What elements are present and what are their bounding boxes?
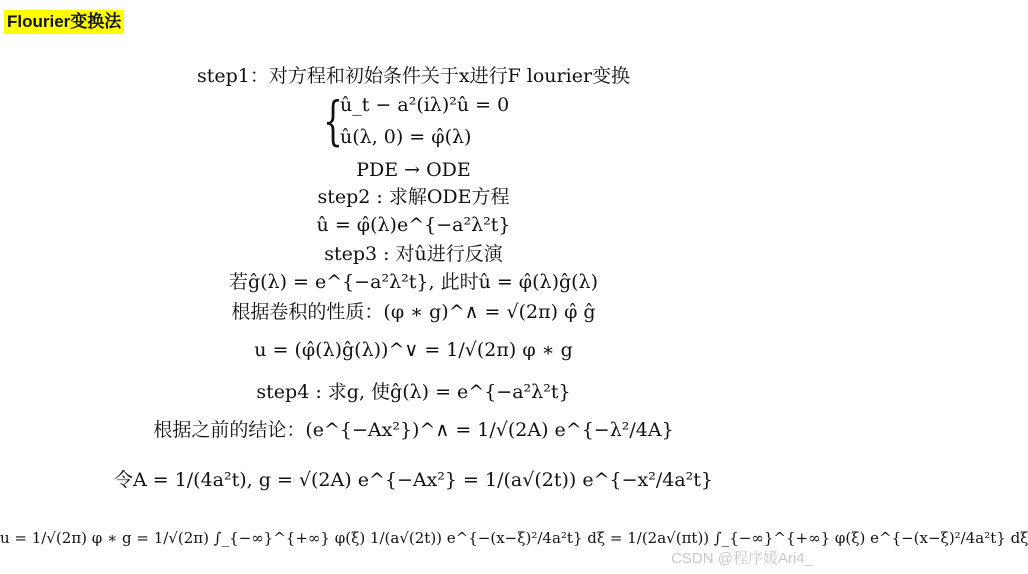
pde-to-ode: PDE → ODE xyxy=(356,159,471,181)
equation-1: û_t − a²(iλ)²û = 0 xyxy=(340,94,510,116)
step2-line: step2 : 求解ODE方程 xyxy=(317,186,510,208)
step1-line xyxy=(0,64,827,88)
solution-line: û = φ̂(λ)e^{−a²λ²t} xyxy=(316,214,511,236)
previous-result-line: 根据之前的结论：(e^{−Ax²})^∧ = 1/√(2A) e^{−λ²/4A} xyxy=(153,419,674,441)
csdn-watermark: CSDN @程序媛Ari4_ xyxy=(671,550,813,567)
equation-2: û(λ, 0) = φ̂(λ) xyxy=(340,126,472,148)
page-title: Flourier变换法 xyxy=(4,10,124,34)
system-brace: { xyxy=(323,92,343,152)
u-inverse-line: u = (φ̂(λ)ĝ(λ))^∨ = 1/√(2π) φ ∗ g xyxy=(254,339,573,361)
step1-text: step1：对方程和初始条件关于x进行F lourier变换 xyxy=(196,65,631,87)
convolution-line: 根据卷积的性质：(φ ∗ g)^∧ = √(2π) φ̂ ĝ xyxy=(231,301,596,323)
if-g-line: 若ĝ(λ) = e^{−a²λ²t}, 此时û = φ̂(λ)ĝ(λ) xyxy=(228,271,599,293)
step3-line: step3 : 对û进行反演 xyxy=(324,243,503,265)
final-solution-line: u = 1/√(2π) φ ∗ g = 1/√(2π) ∫_{−∞}^{+∞} φ(ξ) 1/(a√(2t)) e^{−(x−ξ)²/4a²t} dξ = 1/(2a√(πt)) ∫_{−∞}^{+∞} φ(ξ) e^{−(x−ξ)²/4a²t} dξ xyxy=(0,529,1028,547)
let-a-line: 令A = 1/(4a²t), g = √(2A) e^{−Ax²} = 1/(a√(2t)) e^{−x²/4a²t} xyxy=(113,469,714,491)
step4-line: step4 : 求g, 使ĝ(λ) = e^{−a²λ²t} xyxy=(256,381,571,403)
